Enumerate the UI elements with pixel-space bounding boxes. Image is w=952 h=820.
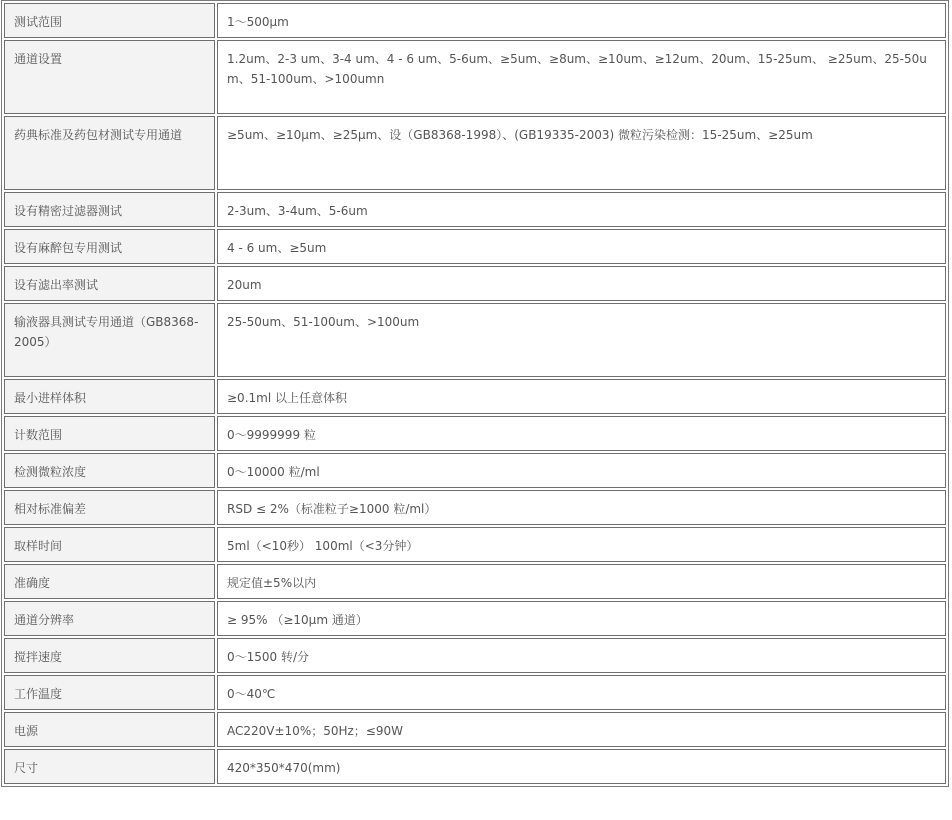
table-row [4,266,946,301]
spec-table [1,0,949,787]
row-value: 25-50um、51-100um、>100um [217,303,946,377]
row-value: 1.2um、2-3 um、3-4 um、4 - 6 um、5-6um、≥5um、≥8um、≥10um、≥12um、20um、15-25um、 ≥25um、25-50um、51-100um、>100umn [217,40,946,114]
row-label: 通道设置 [4,40,215,114]
table-row [4,638,946,673]
row-label: 搅拌速度 [4,638,215,673]
table-row [4,527,946,562]
table-row [4,416,946,451]
row-value: 规定值±5%以内 [217,564,946,599]
row-value: 20um [217,266,946,301]
row-label: 尺寸 [4,749,215,784]
row-label: 相对标准偏差 [4,490,215,525]
row-value: 0～1500 转/分 [217,638,946,673]
table-row [4,116,946,190]
row-label: 准确度 [4,564,215,599]
table-row [4,3,946,38]
row-label: 输液器具测试专用通道（GB8368-2005） [4,303,215,377]
row-value: 420*350*470(mm) [217,749,946,784]
row-label: 检测微粒浓度 [4,453,215,488]
row-label: 设有滤出率测试 [4,266,215,301]
row-value: 5ml（<10秒） 100ml（<3分钟） [217,527,946,562]
table-row [4,303,946,377]
row-label: 计数范围 [4,416,215,451]
table-row [4,229,946,264]
table-row [4,490,946,525]
row-label: 电源 [4,712,215,747]
row-label: 设有精密过滤器测试 [4,192,215,227]
row-label: 通道分辨率 [4,601,215,636]
row-label: 最小进样体积 [4,379,215,414]
table-row [4,712,946,747]
row-value: 0～10000 粒/ml [217,453,946,488]
row-value: ≥ 95% （≥10μm 通道） [217,601,946,636]
table-row [4,379,946,414]
table-row [4,40,946,114]
table-row [4,564,946,599]
row-value: ≥5um、≥10μm、≥25μm、设（GB8368-1998）、(GB19335-2003) 微粒污染检测：15-25um、≥25um [217,116,946,190]
row-value: 1～500μm [217,3,946,38]
row-value: 0～40℃ [217,675,946,710]
table-row [4,675,946,710]
row-label: 取样时间 [4,527,215,562]
table-row [4,601,946,636]
row-value: ≥0.1ml 以上任意体积 [217,379,946,414]
row-value: RSD ≤ 2%（标准粒子≥1000 粒/ml） [217,490,946,525]
row-value: 2-3um、3-4um、5-6um [217,192,946,227]
row-label: 药典标准及药包材测试专用通道 [4,116,215,190]
row-label: 工作温度 [4,675,215,710]
table-row [4,453,946,488]
table-row [4,749,946,784]
table-row [4,192,946,227]
row-label: 测试范围 [4,3,215,38]
row-value: 0～9999999 粒 [217,416,946,451]
row-label: 设有麻醉包专用测试 [4,229,215,264]
row-value: 4 - 6 um、≥5um [217,229,946,264]
row-value: AC220V±10%；50Hz；≤90W [217,712,946,747]
